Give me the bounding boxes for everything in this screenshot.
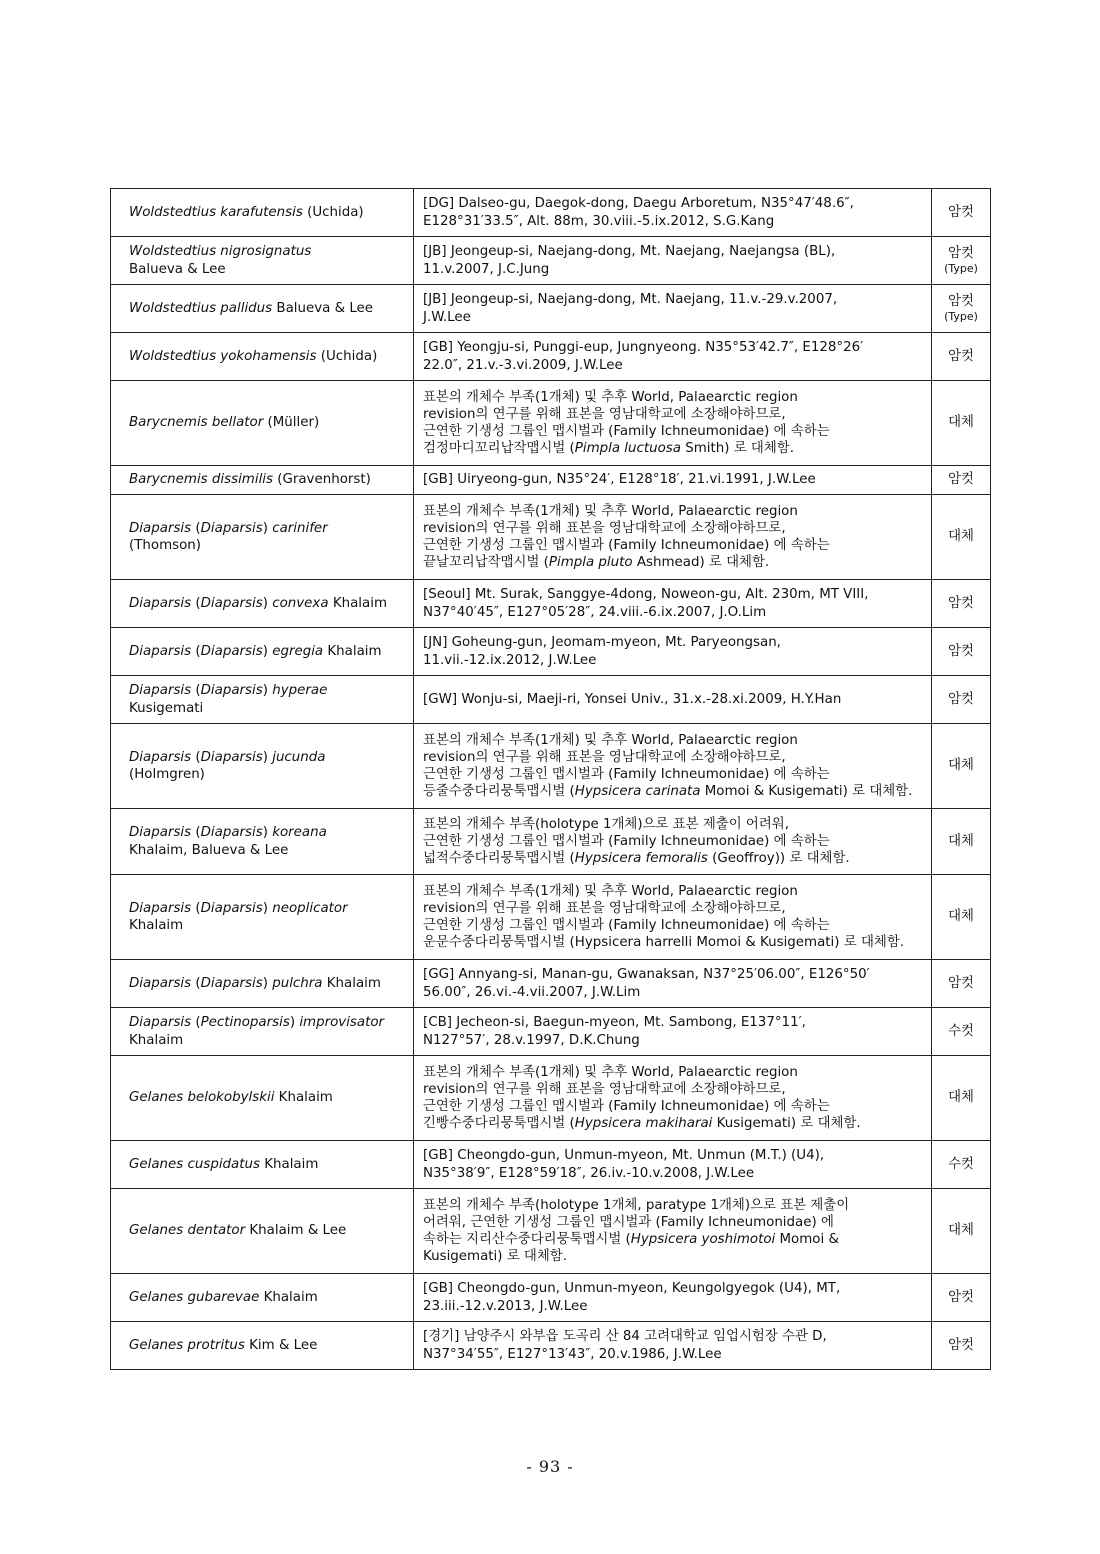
- locality-line: [423, 783, 923, 800]
- text-run: (: [191, 643, 201, 659]
- italic-text: Diaparsis: [129, 1015, 192, 1031]
- specimen-type: 암컷: [948, 348, 974, 364]
- page-number: - 93 -: [526, 1457, 574, 1476]
- specimen-table: [110, 188, 991, 1370]
- text-run: Khalaim: [129, 1032, 184, 1048]
- species-name-cell: [111, 1141, 414, 1189]
- text-run: ): [262, 825, 273, 841]
- text-run: Kim & Lee: [244, 1337, 318, 1353]
- specimen-type-cell: [932, 960, 991, 1008]
- italic-text: Barycnemis bellator: [129, 415, 264, 431]
- italic-text: carinifer: [272, 520, 328, 536]
- specimen-type: 암컷: [948, 595, 974, 611]
- species-name-cell: [111, 580, 414, 628]
- text-run: ): [262, 520, 273, 536]
- italic-text: koreana: [272, 825, 327, 841]
- species-name-cell: [111, 333, 414, 381]
- text-run: (: [191, 595, 201, 611]
- locality-line: [GB] Uiryeong-gun, N35°24′, E128°18′, 21.vi.1991, J.W.Lee: [423, 472, 816, 488]
- specimen-type: 대체: [948, 415, 974, 431]
- specimen-type-cell: [932, 1322, 991, 1370]
- locality-line: 어려워, 근연한 기생성 그룹인 맵시벌과 (Family Ichneumonidae) 에: [423, 1214, 834, 1230]
- locality-cell: [414, 628, 932, 676]
- text-run: (: [191, 749, 201, 765]
- locality-line: [423, 440, 923, 457]
- specimen-type-cell: [932, 580, 991, 628]
- species-name-cell: [111, 285, 414, 333]
- species-name-cell: [111, 676, 414, 724]
- species-name-cell: [111, 1008, 414, 1056]
- specimen-type: 암컷: [948, 1337, 974, 1353]
- specimen-type-cell: [932, 724, 991, 809]
- italic-text: Hypsicera carinata: [574, 784, 701, 800]
- italic-text: Diaparsis: [129, 749, 192, 765]
- species-name-cell: [111, 960, 414, 1008]
- species-name-cell: [111, 1274, 414, 1322]
- locality-line: revision의 연구를 위해 표본을 영남대학교에 소장해야하므로,: [423, 749, 786, 765]
- italic-text: Gelanes belokobylskii: [129, 1090, 275, 1106]
- table-row: [111, 495, 991, 580]
- text-run: Khalaim: [129, 918, 184, 933]
- locality-line: N127°57′, 28.v.1997, D.K.Chung: [423, 1032, 640, 1048]
- text-run: Balueva & Lee: [129, 261, 226, 277]
- locality-cell: [414, 495, 932, 580]
- locality-cell: [414, 960, 932, 1008]
- italic-text: Woldstedtius pallidus: [129, 300, 273, 316]
- locality-cell: [414, 580, 932, 628]
- table-row: [111, 960, 991, 1008]
- locality-line: N37°34′55″, E127°13′43″, 20.v.1986, J.W.Lee: [423, 1346, 722, 1362]
- table-row: [111, 1274, 991, 1322]
- italic-text: egregia: [272, 643, 324, 659]
- locality-line: [423, 554, 923, 571]
- locality-line: [DG] Dalseo-gu, Daegok-dong, Daegu Arboretum, N35°47′48.6″,: [423, 196, 854, 212]
- italic-text: Hypsicera makiharai: [574, 1116, 713, 1132]
- italic-text: pulchra: [272, 975, 323, 991]
- table-row: [111, 1141, 991, 1189]
- italic-text: Diaparsis: [200, 749, 263, 765]
- locality-line: 운문수중다리뭉툭맵시벌 (Hypsicera harrelli Momoi & Kusigemati) 로 대체함.: [423, 935, 905, 951]
- text-run: Khalaim & Lee: [245, 1223, 347, 1239]
- italic-text: Diaparsis: [129, 900, 192, 916]
- text-run: (Müller): [263, 415, 320, 431]
- species-name-cell: [111, 237, 414, 285]
- text-run: 넓적수중다리뭉툭맵시벌 (: [423, 851, 575, 867]
- italic-text: Woldstedtius karafutensis: [129, 204, 303, 220]
- text-run: Momoi &: [775, 1232, 839, 1247]
- italic-text: Diaparsis: [129, 643, 192, 659]
- locality-cell: [414, 1274, 932, 1322]
- specimen-type-cell: [932, 1189, 991, 1274]
- italic-text: Gelanes dentator: [129, 1223, 246, 1239]
- italic-text: Pectinoparsis: [200, 1015, 290, 1031]
- specimen-type-cell: [932, 1056, 991, 1141]
- specimen-type-cell: [932, 466, 991, 495]
- italic-text: Gelanes gubarevae: [129, 1289, 260, 1305]
- text-run: (Thomson): [129, 538, 202, 553]
- text-run: 검정마디꼬리납작맵시벌 (: [423, 441, 575, 457]
- text-run: Khalaim: [274, 1090, 333, 1106]
- italic-text: Hypsicera yoshimotoi: [630, 1232, 776, 1247]
- text-run: ): [262, 900, 273, 916]
- locality-line: [JN] Goheung-gun, Jeomam-myeon, Mt. Paryeongsan,: [423, 635, 781, 651]
- specimen-type: 암컷: [948, 691, 974, 707]
- text-run: Kusigemati: [129, 700, 204, 716]
- italic-text: Gelanes protritus: [129, 1337, 245, 1353]
- locality-line: 23.iii.-12.v.2013, J.W.Lee: [423, 1298, 588, 1314]
- specimen-type: 수컷: [948, 1156, 974, 1172]
- text-run: ): [262, 643, 273, 659]
- table-row: [111, 285, 991, 333]
- text-run: ): [262, 595, 273, 611]
- locality-line: [GG] Annyang-si, Manan-gu, Gwanaksan, N37°25′06.00″, E126°50′: [423, 967, 870, 983]
- locality-line: 근연한 기생성 그룹인 맵시벌과 (Family Ichneumonidae) 에 속하는: [423, 424, 830, 439]
- italic-text: Diaparsis: [200, 643, 263, 659]
- italic-text: improvisator: [299, 1015, 385, 1031]
- species-name-cell: [111, 724, 414, 809]
- locality-line: [Seoul] Mt. Surak, Sanggye-4dong, Noweon-gu, Alt. 230m, MT VIII,: [423, 587, 869, 603]
- text-run: (: [191, 520, 201, 536]
- locality-line: 근연한 기생성 그룹인 맵시벌과 (Family Ichneumonidae) 에 속하는: [423, 767, 830, 782]
- text-run: (: [191, 975, 201, 991]
- specimen-type-cell: [932, 809, 991, 875]
- italic-text: Diaparsis: [200, 975, 263, 991]
- table-row: [111, 676, 991, 724]
- italic-text: Diaparsis: [200, 825, 263, 841]
- locality-line: [423, 850, 923, 867]
- table-row: [111, 1189, 991, 1274]
- locality-line: revision의 연구를 위해 표본을 영남대학교에 소장해야하므로,: [423, 406, 786, 422]
- text-run: ): [262, 683, 273, 699]
- locality-cell: [414, 285, 932, 333]
- species-name-cell: [111, 495, 414, 580]
- table-row: [111, 381, 991, 466]
- italic-text: Diaparsis: [200, 595, 263, 611]
- locality-line: 11.v.2007, J.C.Jung: [423, 261, 550, 277]
- specimen-type-cell: [932, 237, 991, 285]
- locality-line: 표본의 개체수 부족(1개체) 및 추후 World, Palaearctic region: [423, 883, 798, 899]
- specimen-type: 암컷: [948, 1289, 974, 1305]
- locality-cell: [414, 1141, 932, 1189]
- text-run: (Geoffroy)) 로 대체함.: [707, 851, 850, 867]
- specimen-type: 암컷: [948, 975, 974, 991]
- table-row: [111, 466, 991, 495]
- text-run: Khalaim: [322, 975, 381, 991]
- locality-line: [JB] Jeongeup-si, Naejang-dong, Mt. Naejang, 11.v.-29.v.2007,: [423, 292, 838, 308]
- text-run: ): [262, 975, 273, 991]
- text-run: Momoi & Kusigemati) 로 대체함.: [700, 784, 913, 800]
- specimen-type-cell: [932, 1008, 991, 1056]
- table-row: [111, 189, 991, 237]
- locality-line: [GW] Wonju-si, Maeji-ri, Yonsei Univ., 31.x.-28.xi.2009, H.Y.Han: [423, 691, 842, 707]
- table-row: [111, 724, 991, 809]
- text-run: Kusigemati) 로 대체함.: [712, 1116, 861, 1132]
- specimen-type-cell: [932, 1274, 991, 1322]
- locality-cell: [414, 381, 932, 466]
- locality-cell: [414, 809, 932, 875]
- text-run: (: [191, 1015, 201, 1031]
- table-row: [111, 1008, 991, 1056]
- specimen-type-cell: [932, 628, 991, 676]
- italic-text: Barycnemis dissimilis: [129, 472, 273, 488]
- italic-text: Pimpla luctuosa: [574, 441, 681, 457]
- italic-text: Diaparsis: [129, 520, 192, 536]
- specimen-table-body: [111, 189, 991, 1370]
- specimen-type: 암컷: [948, 643, 974, 659]
- specimen-type-cell: [932, 381, 991, 466]
- text-run: Khalaim: [259, 1289, 318, 1305]
- locality-cell: [414, 1056, 932, 1141]
- text-run: Ashmead) 로 대체함.: [632, 555, 770, 571]
- text-run: Balueva & Lee: [272, 300, 374, 316]
- locality-line: E128°31′33.5″, Alt. 88m, 30.viii.-5.ix.2012, S.G.Kang: [423, 213, 775, 229]
- text-run: ): [289, 1015, 300, 1031]
- species-name-cell: [111, 875, 414, 960]
- species-name-cell: [111, 189, 414, 237]
- specimen-type-cell: [932, 495, 991, 580]
- locality-line: revision의 연구를 위해 표본을 영남대학교에 소장해야하므로,: [423, 1081, 786, 1097]
- italic-text: Diaparsis: [129, 683, 192, 699]
- specimen-type-note: (Type): [944, 310, 978, 324]
- table-row: [111, 1056, 991, 1141]
- text-run: Khalaim: [259, 1156, 319, 1172]
- locality-line: 근연한 기생성 그룹인 맵시벌과 (Family Ichneumonidae) 에 속하는: [423, 538, 830, 553]
- text-run: (: [191, 683, 201, 699]
- text-run: 긴빵수중다리뭉툭맵시벌 (: [423, 1116, 575, 1132]
- locality-line: revision의 연구를 위해 표본을 영남대학교에 소장해야하므로,: [423, 900, 786, 916]
- italic-text: Diaparsis: [200, 900, 263, 916]
- species-name-cell: [111, 381, 414, 466]
- specimen-type-cell: [932, 285, 991, 333]
- locality-line: 근연한 기생성 그룹인 맵시벌과 (Family Ichneumonidae) 에 속하는: [423, 918, 830, 933]
- text-run: (: [191, 900, 201, 916]
- table-row: [111, 809, 991, 875]
- specimen-type: 대체: [948, 1090, 974, 1106]
- text-run: (Uchida): [302, 204, 364, 220]
- table-row: [111, 628, 991, 676]
- specimen-type-cell: [932, 1141, 991, 1189]
- specimen-type-note: (Type): [944, 262, 978, 276]
- italic-text: Hypsicera femoralis: [574, 851, 708, 867]
- italic-text: Diaparsis: [129, 595, 192, 611]
- specimen-type: 수컷: [948, 1023, 974, 1039]
- italic-text: neoplicator: [272, 900, 348, 916]
- locality-cell: [414, 1322, 932, 1370]
- specimen-type: 대체: [948, 758, 974, 774]
- locality-line: 표본의 개체수 부족(1개체) 및 추후 World, Palaearctic region: [423, 1064, 798, 1080]
- table-row: [111, 875, 991, 960]
- locality-cell: [414, 237, 932, 285]
- text-run: (: [191, 825, 201, 841]
- text-run: (Holmgren): [129, 767, 205, 782]
- locality-cell: [414, 676, 932, 724]
- locality-cell: [414, 466, 932, 495]
- species-name-cell: [111, 1056, 414, 1141]
- locality-cell: [414, 1189, 932, 1274]
- locality-line: [423, 1115, 923, 1132]
- text-run: Khalaim, Balueva & Lee: [129, 842, 289, 858]
- species-name-cell: [111, 1322, 414, 1370]
- species-name-cell: [111, 466, 414, 495]
- locality-line: [CB] Jecheon-si, Baegun-myeon, Mt. Sambong, E137°11′,: [423, 1015, 806, 1031]
- italic-text: Diaparsis: [200, 683, 263, 699]
- specimen-type: 대체: [948, 1223, 974, 1239]
- text-run: ): [262, 749, 273, 765]
- italic-text: Gelanes cuspidatus: [129, 1156, 260, 1172]
- italic-text: Diaparsis: [129, 975, 192, 991]
- locality-line: 근연한 기생성 그룹인 맵시벌과 (Family Ichneumonidae) 에 속하는: [423, 833, 830, 849]
- text-run: Khalaim: [328, 595, 387, 611]
- specimen-type-cell: [932, 333, 991, 381]
- locality-line: N35°38′9″, E128°59′18″, 26.iv.-10.v.2008, J.W.Lee: [423, 1165, 755, 1181]
- locality-line: [423, 1231, 923, 1248]
- specimen-type: 대체: [948, 909, 974, 925]
- locality-cell: [414, 333, 932, 381]
- italic-text: Woldstedtius yokohamensis: [129, 348, 317, 364]
- locality-line: 11.vii.-12.ix.2012, J.W.Lee: [423, 652, 597, 668]
- table-row: [111, 580, 991, 628]
- text-run: 속하는 지리산수중다리뭉툭맵시벌 (: [423, 1232, 631, 1247]
- locality-line: 56.00″, 26.vi.-4.vii.2007, J.W.Lim: [423, 984, 641, 1000]
- locality-cell: [414, 724, 932, 809]
- locality-cell: [414, 875, 932, 960]
- locality-line: [경기] 남양주시 와부읍 도곡리 산 84 고려대학교 임업시험장 수관 D,: [423, 1329, 827, 1345]
- specimen-type-cell: [932, 875, 991, 960]
- locality-line: 표본의 개체수 부족(1개체) 및 추후 World, Palaearctic region: [423, 732, 798, 748]
- italic-text: Woldstedtius nigrosignatus: [129, 244, 312, 260]
- specimen-type: 대체: [948, 833, 974, 849]
- species-name-cell: [111, 628, 414, 676]
- specimen-type: 대체: [948, 529, 974, 545]
- specimen-type: 암컷: [948, 472, 974, 488]
- text-run: Smith) 로 대체함.: [681, 441, 794, 457]
- italic-text: Diaparsis: [200, 520, 263, 536]
- locality-line: Kusigemati) 로 대체함.: [423, 1249, 567, 1265]
- text-run: Khalaim: [323, 643, 382, 659]
- specimen-type: 암컷: [948, 245, 974, 261]
- text-run: 끝날꼬리납작맵시벌 (: [423, 555, 549, 571]
- text-run: 등줄수중다리뭉툭맵시벌 (: [423, 784, 575, 800]
- italic-text: Pimpla pluto: [548, 555, 633, 571]
- locality-line: [GB] Cheongdo-gun, Unmun-myeon, Mt. Unmun (M.T.) (U4),: [423, 1148, 825, 1164]
- locality-line: 표본의 개체수 부족(holotype 1개체)으로 표본 제출이 어려워,: [423, 816, 789, 832]
- locality-line: revision의 연구를 위해 표본을 영남대학교에 소장해야하므로,: [423, 520, 786, 536]
- italic-text: Diaparsis: [129, 825, 192, 841]
- locality-cell: [414, 189, 932, 237]
- italic-text: convexa: [272, 595, 329, 611]
- italic-text: hyperae: [272, 683, 328, 699]
- specimen-type-cell: [932, 676, 991, 724]
- locality-line: 22.0″, 21.v.-3.vi.2009, J.W.Lee: [423, 357, 623, 373]
- species-name-cell: [111, 1189, 414, 1274]
- table-row: [111, 1322, 991, 1370]
- text-run: (Uchida): [316, 348, 378, 364]
- specimen-type: 암컷: [948, 204, 974, 220]
- locality-line: [GB] Yeongju-si, Punggi-eup, Jungnyeong. N35°53′42.7″, E128°26′: [423, 340, 864, 356]
- table-row: [111, 333, 991, 381]
- locality-line: [GB] Cheongdo-gun, Unmun-myeon, Keungolgyegok (U4), MT,: [423, 1281, 841, 1297]
- locality-line: 표본의 개체수 부족(1개체) 및 추후 World, Palaearctic region: [423, 503, 798, 519]
- locality-line: 표본의 개체수 부족(1개체) 및 추후 World, Palaearctic region: [423, 389, 798, 405]
- locality-line: [JB] Jeongeup-si, Naejang-dong, Mt. Naejang, Naejangsa (BL),: [423, 244, 836, 260]
- specimen-type: 암컷: [948, 293, 974, 309]
- locality-line: J.W.Lee: [423, 309, 471, 325]
- specimen-type-cell: [932, 189, 991, 237]
- locality-line: 표본의 개체수 부족(holotype 1개체, paratype 1개체)으로 표본 제출이: [423, 1197, 850, 1213]
- locality-line: 근연한 기생성 그룹인 맵시벌과 (Family Ichneumonidae) 에 속하는: [423, 1099, 830, 1114]
- italic-text: jucunda: [272, 749, 326, 765]
- table-row: [111, 237, 991, 285]
- locality-line: N37°40′45″, E127°05′28″, 24.viii.-6.ix.2007, J.O.Lim: [423, 604, 767, 620]
- species-name-cell: [111, 809, 414, 875]
- text-run: (Gravenhorst): [272, 472, 371, 488]
- locality-cell: [414, 1008, 932, 1056]
